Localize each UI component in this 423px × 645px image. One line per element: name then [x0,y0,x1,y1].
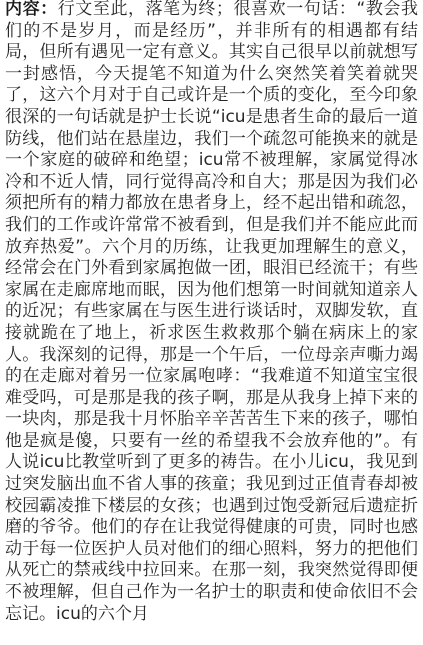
content-label: 内容： [5,0,58,19]
paragraph-2: 六个月的历练，让我更加理解生的意义，经常会在门外看到家属抱做一团，眼泪已经流干；有些家属在走廊席地而眠，因为他们想第一时间就知道亲人的近况；有些家属在与医生进行谈话时，双脚发软，直接就跪在了地上，祈求医生救救那个躺在病床上的家人。我深刻的记得，那是一个午后，一位母亲声嘶力竭的在走廊对着另一位家属咆哮：“我难道不知道宝宝很难受吗，可是那是我的孩子啊，那是从我身上掉下来的一块肉，那是我十月怀胎辛辛苦苦生下来的孩子，哪怕他是疯是傻，只要有一丝的希望我不会放弃他的”。有人说icu比教堂听到了更多的祷告。在小儿icu，我见到过突发脑出血不省人事的孩童；我见到过正值青春却被校园霸凌推下楼层的女孩；也遇到过饱受新冠后遗症折磨的爷爷。他们的存在让我觉得健康的可贵，同时也感动于每一位医护人员对他们的细心照料，努力的把他们从死亡的禁戒线中拉回来。在那一刻，我突然觉得即便不被理解，但自己作为一名护士的职责和使命依旧不会忘记。icu的六个月 [5,236,419,624]
paragraph-1: 行文至此，落笔为终；很喜欢一句话：“教会我们的不是岁月，而是经历”，并非所有的相遇都有结局，但所有遇见一定有意义。其实自己很早以前就想写一封感悟，今天提笔不知道为什么突然笑着笑着就哭了，这六个月对于自己或许是一个质的变化，至今印象很深的一句话就是护士长说“icu是患者生命的最后一道防线，他们站在悬崖边，我们一个疏忽可能换来的就是一个家庭的破碎和绝望；icu常不被理解，家属觉得冰冷和不近人情，同行觉得高冷和自大；那是因为我们必须把所有的精力都放在患者身上，经不起出错和疏忽，我们的工作或许常常不被看到，但是我们并不能应此而放弃热爱”。 [5,0,419,257]
document-body [5,0,418,625]
